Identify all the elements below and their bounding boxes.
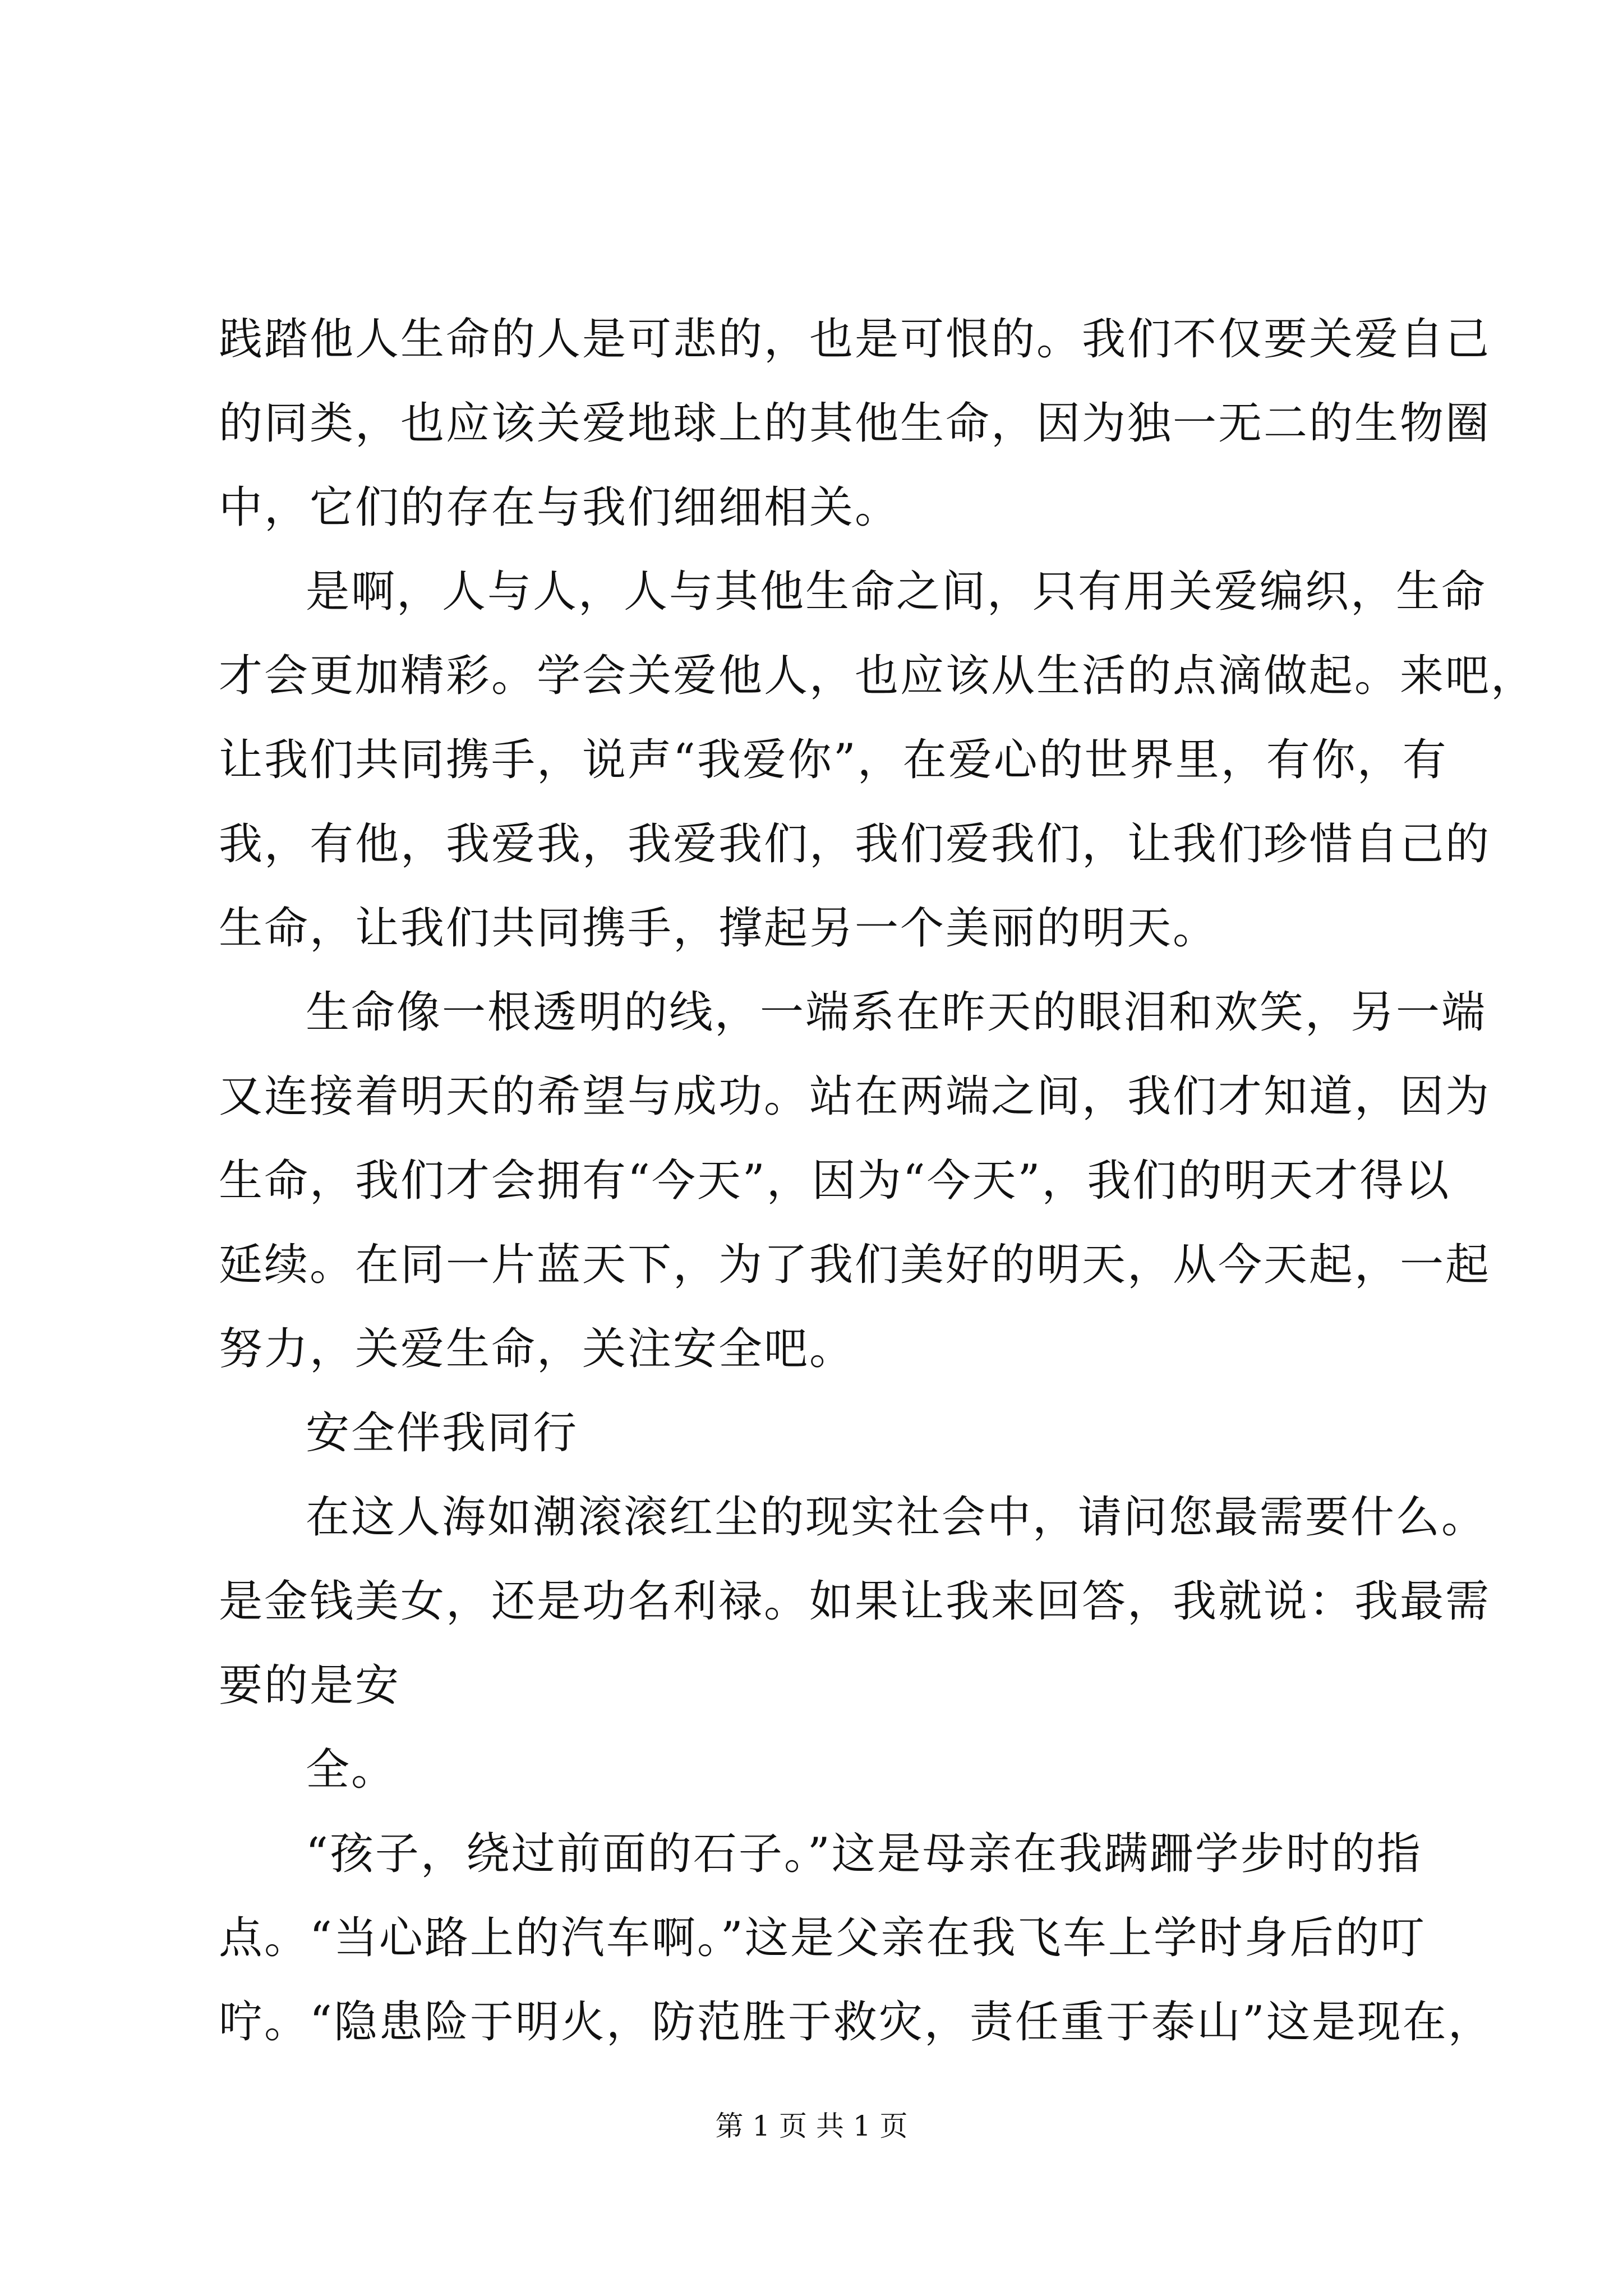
text-line: 要的是安 [219, 1660, 401, 1711]
text-line: 践踏他人生命的人是可悲的，也是可恨的。我们不仅要关爱自己 [219, 314, 1491, 365]
text-line: 我，有他，我爱我，我爱我们，我们爱我们，让我们珍惜自己的 [219, 819, 1491, 869]
paragraph-start: 生命像一根透明的线，一端系在昨天的眼泪和欢笑，另一端 [306, 987, 1487, 1038]
text-line: 的同类，也应该关爱地球上的其他生命，因为独一无二的生物圈 [219, 398, 1491, 449]
text-line: 是金钱美女，还是功名利禄。如果让我来回答，我就说：我最需 [219, 1576, 1491, 1627]
paragraph-start: 是啊，人与人，人与其他生命之间，只有用关爱编织，生命 [306, 567, 1487, 617]
paragraph-start: 全。 [306, 1745, 397, 1795]
section-heading: 安全伴我同行 [306, 1408, 579, 1458]
text-line: 生命，我们才会拥有“今天”，因为“今天”，我们的明天才得以 [219, 1156, 1451, 1206]
text-line: 才会更加精彩。学会关爱他人，也应该从生活的点滴做起。来吧， [219, 651, 1537, 701]
text-line: 中，它们的存在与我们细细相关。 [219, 482, 901, 533]
paragraph-start: 在这人海如潮滚滚红尘的现实社会中，请问您最需要什么。 [306, 1492, 1487, 1543]
page-footer: 第 1 页 共 1 页 [715, 2110, 908, 2142]
text-line: 生命，让我们共同携手，撑起另一个美丽的明天。 [219, 903, 1219, 954]
text-line: 让我们共同携手，说声“我爱你”，在爱心的世界里，有你，有 [219, 735, 1448, 785]
text-line: 又连接着明天的希望与成功。站在两端之间，我们才知道，因为 [219, 1071, 1491, 1122]
text-line: 咛。“隐患险于明火，防范胜于救灾，责任重于泰山”这是现在， [219, 1997, 1493, 2047]
text-line: 延续。在同一片蓝天下，为了我们美好的明天，从今天起，一起 [219, 1240, 1491, 1290]
paragraph-start: “孩子，绕过前面的石子。”这是母亲在我蹒跚学步时的指 [306, 1829, 1422, 1879]
text-line: 点。“当心路上的汽车啊。”这是父亲在我飞车上学时身后的叮 [219, 1913, 1426, 1963]
text-line: 努力，关爱生命，关注安全吧。 [219, 1324, 855, 1374]
